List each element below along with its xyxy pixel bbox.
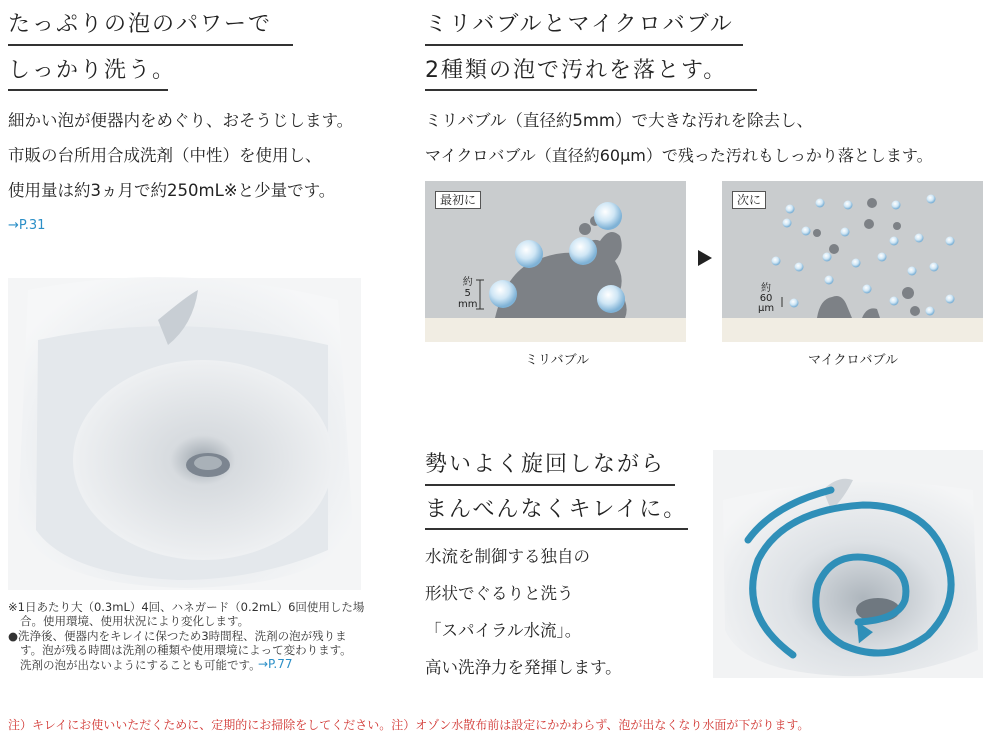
footnote-line: 洗剤の泡が出ないようにすることも可能です。 <box>20 658 261 672</box>
size-label-unit: mm <box>458 299 478 310</box>
spiral-water-photo <box>713 450 983 678</box>
right-top-body-line: マイクロバブル（直径約60μm）で残った汚れもしっかり落とします。 <box>425 146 933 165</box>
left-body-line: 使用量は約3ヵ月で約250mL※と少量です。 <box>8 181 336 200</box>
size-label <box>458 277 477 310</box>
right-bottom-body-line: 高い洗浄力を発揮します。 <box>425 658 622 677</box>
right-bottom-heading-line2: まんべんなくキレイに。 <box>425 497 688 522</box>
panel-caption: ミリバブル <box>525 353 590 368</box>
heading-underline <box>425 528 688 530</box>
heading-underline <box>425 484 675 486</box>
left-heading-line1: たっぷりの泡のパワーで <box>8 12 273 37</box>
size-label-prefix: 約 <box>761 283 772 294</box>
size-label-value: 5 <box>464 288 471 299</box>
right-top-body-line: ミリバブル（直径約5mm）で大きな汚れを除去し、 <box>425 111 813 130</box>
size-label-unit: μm <box>758 303 775 314</box>
right-top-heading-line1: ミリバブルとマイクロバブル <box>425 12 734 37</box>
left-body-line: 細かい泡が便器内をめぐり、おそうじします。 <box>8 111 354 130</box>
arrow-right-icon <box>698 250 712 270</box>
right-top-heading-line2: 2種類の泡で汚れを落とす。 <box>425 58 728 83</box>
bottom-note: 注）キレイにお使いいただくために、定期的にお掃除をしてください。注）オゾン水散布前は設定にかかわらず、泡が出なくなり水面が下がります。 <box>8 718 810 732</box>
page-link-p31[interactable]: →P.31 <box>8 218 46 233</box>
footnote-line: ●洗浄後、便器内をキレイに保つため3時間程、洗剤の泡が残りま <box>8 629 347 643</box>
right-bottom-heading-line1: 勢いよく旋回しながら <box>425 452 666 477</box>
toilet-foam-photo <box>8 250 361 590</box>
footnote-line: す。泡が残る時間は洗剤の種類や使用環境によって変わります。 <box>20 643 352 657</box>
page-link-p77[interactable]: →P.77 <box>258 657 293 671</box>
size-label <box>758 284 774 314</box>
right-bottom-body-line: 形状でぐるりと洗う <box>425 584 574 603</box>
size-label-prefix: 約 <box>462 277 473 288</box>
heading-underline <box>425 89 757 91</box>
floor-surface <box>722 318 983 342</box>
footnote-line: 合。使用環境、使用状況により変化します。 <box>20 614 250 628</box>
right-bottom-body-line: 水流を制御する独自の <box>425 547 590 566</box>
millibubble-diagram <box>425 181 686 342</box>
panel-tag: 次に <box>732 191 766 209</box>
microbubble-diagram <box>722 181 983 342</box>
heading-underline <box>8 44 293 46</box>
panel-caption: マイクロバブル <box>808 353 898 368</box>
footnote-line: ※1日あたり大（0.3mL）4回、ハネガード（0.2mL）6回使用した場 <box>8 600 365 614</box>
heading-underline <box>425 44 743 46</box>
size-label-value: 60 <box>759 293 773 304</box>
right-bottom-body-line: 「スパイラル水流」。 <box>425 621 582 640</box>
floor-surface <box>425 318 686 342</box>
left-body-line: 市販の台所用合成洗剤（中性）を使用し、 <box>8 146 322 165</box>
panel-tag: 最初に <box>435 191 481 209</box>
heading-underline <box>8 89 168 91</box>
left-heading-line2: しっかり洗う。 <box>8 58 177 83</box>
